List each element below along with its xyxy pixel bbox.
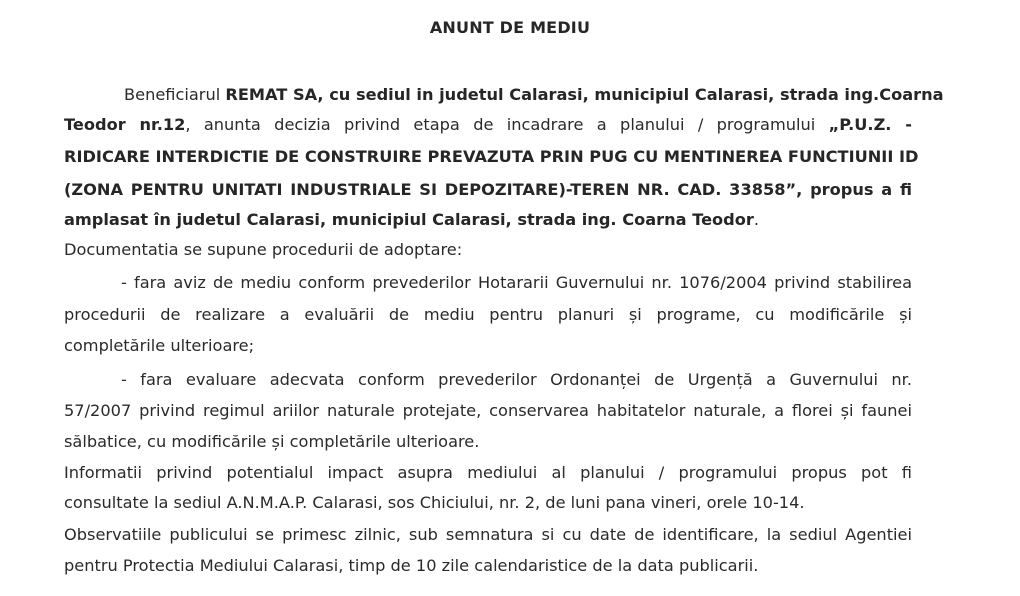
- paragraph-beneficiary-line-2: [64, 115, 912, 135]
- no-environmental-permit-line-3: completările ulterioare;: [64, 336, 255, 355]
- beneficiary-street-number: Teodor nr.12: [64, 115, 186, 134]
- plan-name-end: (ZONA PENTRU UNITATI INDUSTRIALE SI DEPOZITARE)-TEREN NR. CAD. 33858”: [64, 180, 797, 199]
- adoption-procedure-text: Documentatia se supune procedurii de adoptare:: [64, 240, 463, 259]
- plan-location: amplasat în judetul Calarasi, municipiul Calarasi, strada ing. Coarna Teodor: [64, 210, 754, 229]
- no-adequate-evaluation-line-3: sălbatice, cu modificările și completările ulterioare.: [64, 432, 480, 451]
- plan-name-start: „P.U.Z. -: [828, 115, 912, 134]
- announcement-text: , anunta decizia privind etapa de incadrare a planului / programului: [185, 115, 829, 134]
- impact-information-line-2: consultate la sediul A.N.M.A.P. Calarasi, sos Chiciului, nr. 2, de luni pana vineri, orele 10-14.: [64, 493, 805, 512]
- plan-location-period: .: [753, 210, 760, 229]
- proposed-text: , propus a fi: [796, 180, 912, 199]
- no-environmental-permit-line-2: procedurii de realizare a evaluării de mediu pentru planuri și programe, cu modificările și: [64, 305, 912, 324]
- paragraph-beneficiary-line-1: [124, 85, 944, 105]
- beneficiary-name-address: REMAT SA, cu sediul in judetul Calarasi, municipiul Calarasi, strada ing.Coarna: [225, 85, 944, 104]
- plan-name-line-3: RIDICARE INTERDICTIE DE CONSTRUIRE PREVAZUTA PRIN PUG CU MENTINEREA FUNCTIUNII ID: [64, 147, 919, 166]
- public-observations-line-1: Observatiile publicului se primesc zilnic, sub semnatura si cu date de identificare, la sediul Agentiei: [64, 525, 912, 544]
- public-observations-line-2: pentru Protectia Mediului Calarasi, timp de 10 zile calendaristice de la data publicarii.: [64, 556, 759, 575]
- no-adequate-evaluation-line-1: - fara evaluare adecvata conform prevederilor Ordonanței de Urgență a Guvernului nr.: [121, 370, 912, 389]
- no-adequate-evaluation-line-2: 57/2007 privind regimul ariilor naturale protejate, conservarea habitatelor naturale, a florei și faunei: [64, 401, 912, 420]
- document-title: ANUNT DE MEDIU: [429, 18, 591, 37]
- beneficiary-intro-text: Beneficiarul: [124, 85, 226, 104]
- paragraph-beneficiary-line-5: [64, 210, 912, 230]
- paragraph-beneficiary-line-4: [64, 180, 912, 200]
- no-environmental-permit-line-1: - fara aviz de mediu conform prevederilor Hotararii Guvernului nr. 1076/2004 privind stabilirea: [121, 273, 912, 292]
- impact-information-line-1: Informatii privind potentialul impact asupra mediului al planului / programului propus pot fi: [64, 463, 912, 482]
